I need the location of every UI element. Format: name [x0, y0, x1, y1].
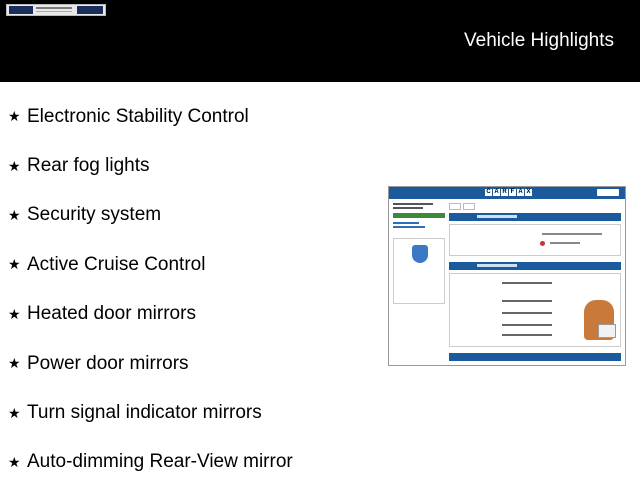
- star-icon: ★: [8, 404, 21, 421]
- list-item: [8, 290, 293, 339]
- carfax-nav-item: [393, 213, 445, 218]
- carfax-main: [449, 203, 621, 347]
- carfax-logo: [485, 189, 532, 196]
- carfax-link: [393, 226, 425, 228]
- page-title: Vehicle Highlights: [464, 30, 614, 51]
- carfax-sidebar: [393, 203, 445, 363]
- carfax-badge-icon: [598, 324, 616, 338]
- feature-label: Active Cruise Control: [27, 253, 206, 275]
- carfax-top-bar: [389, 187, 625, 199]
- feature-label: Rear fog lights: [27, 155, 150, 177]
- carfax-section-bar: [449, 213, 621, 221]
- carfax-badge-card: [393, 238, 445, 304]
- star-icon: ★: [8, 305, 21, 322]
- list-item: [8, 92, 293, 141]
- carfax-tab: [463, 203, 475, 210]
- carfax-logo-letter: R: [502, 189, 507, 195]
- feature-label: Security system: [27, 204, 162, 226]
- carfax-logo-letter: C: [486, 189, 491, 195]
- carfax-section-label: [477, 264, 517, 267]
- feature-label: Turn signal indicator mirrors: [27, 402, 262, 424]
- carfax-logo-letter: A: [518, 189, 523, 195]
- carfax-text-line: [502, 334, 552, 336]
- dealer-logo[interactable]: [6, 4, 106, 16]
- carfax-footer-bar: [449, 353, 621, 361]
- carfax-section-label: [477, 215, 517, 218]
- carfax-link: [393, 222, 419, 224]
- star-icon: ★: [8, 108, 21, 125]
- carfax-text-line: [502, 312, 552, 314]
- feature-label: Auto-dimming Rear-View mirror: [27, 451, 293, 473]
- dealer-logo-line: [36, 11, 72, 12]
- carfax-text-line: [393, 203, 433, 205]
- header-bar: [0, 0, 640, 82]
- list-item: [8, 240, 293, 289]
- dealer-logo-badge: [77, 6, 103, 14]
- carfax-logo-letter: X: [526, 189, 531, 195]
- carfax-text-line: [502, 324, 552, 326]
- feature-label: Power door mirrors: [27, 352, 189, 374]
- list-item: [8, 339, 293, 388]
- star-icon: ★: [8, 453, 21, 470]
- alert-icon: [540, 241, 545, 246]
- carfax-recall-box: [449, 224, 621, 256]
- list-item: [8, 388, 293, 437]
- carfax-text-line: [502, 282, 552, 284]
- star-icon: ★: [8, 157, 21, 174]
- carfax-print-button: [597, 189, 619, 196]
- dealer-logo-line: [36, 7, 72, 9]
- carfax-text-line: [542, 233, 602, 235]
- feature-label: Heated door mirrors: [27, 303, 196, 325]
- carfax-tab: [449, 203, 461, 210]
- feature-list: [8, 92, 293, 487]
- star-icon: ★: [8, 206, 21, 223]
- dealer-logo-mark: [9, 6, 33, 14]
- carfax-history-box: [449, 273, 621, 347]
- list-item: [8, 141, 293, 190]
- shield-icon: [412, 245, 428, 263]
- carfax-text-line: [550, 242, 580, 244]
- star-icon: ★: [8, 355, 21, 372]
- carfax-logo-letter: F: [510, 189, 515, 195]
- carfax-text-line: [502, 300, 552, 302]
- carfax-logo-letter: A: [494, 189, 499, 195]
- carfax-report-screenshot[interactable]: [388, 186, 626, 366]
- list-item: [8, 191, 293, 240]
- star-icon: ★: [8, 256, 21, 273]
- carfax-section-bar: [449, 262, 621, 270]
- feature-label: Electronic Stability Control: [27, 105, 249, 127]
- carfax-text-line: [393, 207, 423, 209]
- carfax-tabs: [449, 203, 621, 210]
- carfox-mascot-icon: [584, 300, 614, 340]
